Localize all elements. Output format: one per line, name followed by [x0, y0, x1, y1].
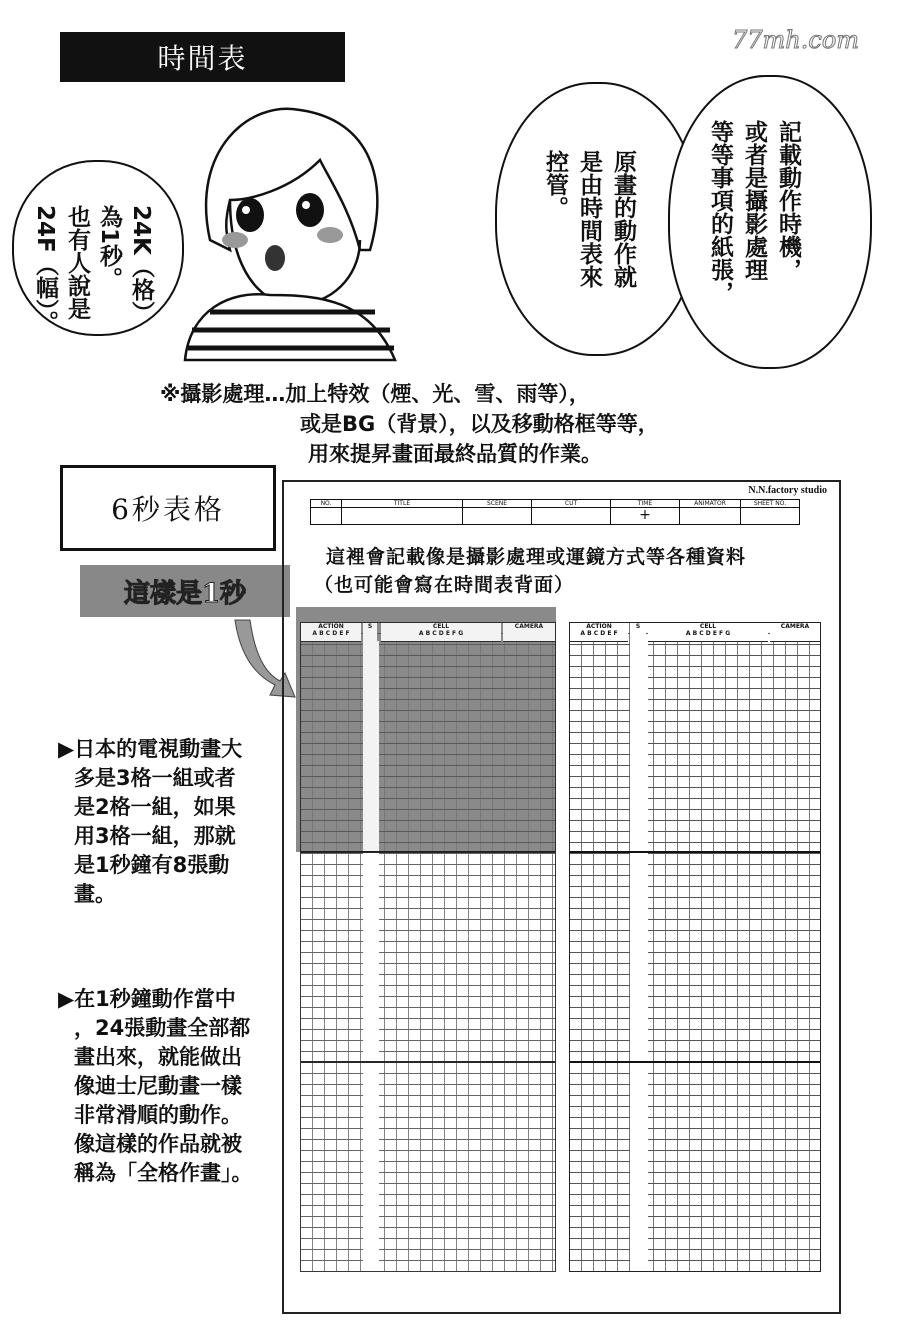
bubble-line: 或者是攝影處理 — [741, 120, 767, 281]
header-cell: SCENE — [463, 500, 532, 508]
bubble-line: 控管。 — [542, 150, 568, 219]
six-second-sheet-label: 6秒表格 — [60, 465, 276, 551]
bubble-line: 24K（格） — [128, 205, 154, 324]
col-camera: CAMERA — [503, 623, 555, 642]
header-cell: CUT — [532, 500, 611, 508]
bubble-line: 24F（幅）。 — [32, 205, 58, 334]
header-cell: TIME — [611, 500, 680, 508]
section-title: 時間表 — [60, 32, 345, 82]
right-bubble-text-2 — [540, 150, 638, 288]
sheet-caption: （也可能會寫在時間表背面） — [314, 574, 575, 596]
bubble-line: 等等事項的紙張， — [707, 120, 733, 304]
s-column — [630, 641, 648, 1271]
watermark: 77mh.com — [732, 26, 860, 54]
note-line: ※攝影處理…加上特效（煙、光、雪、雨等）， — [160, 382, 590, 406]
timesheet-example — [282, 480, 841, 1314]
right-bubble-text-1 — [705, 120, 803, 304]
left-bubble-text — [30, 205, 156, 333]
col-action: ACTION A B C D E F — [301, 623, 361, 642]
note-line: 或是BG（背景），以及移動格框等等， — [300, 412, 659, 436]
col-cell: CELL A B C D E F G — [381, 623, 501, 642]
header-cell: TITLE — [342, 500, 463, 508]
col-camera: CAMERA — [770, 623, 820, 642]
header-cell: ANIMATOR — [680, 500, 741, 508]
col-s: S — [630, 623, 646, 642]
header-cell: NO. — [311, 500, 342, 508]
col-cell: CELL A B C D E F G — [648, 623, 768, 642]
col-action: ACTION A B C D E F — [570, 623, 628, 642]
timesheet-grid-right — [569, 622, 821, 1272]
bubble-line: 也有人說是 — [64, 205, 90, 320]
bullet-text-2: ▶在1秒鐘動作當中 ，24張動畫全部都 畫出來，就能做出 像迪士尼動畫一樣 非常滑順的動作。 像這樣的作品就被 稱為「全格作畫」。 — [58, 987, 253, 1185]
bubble-line: 記載動作時機， — [775, 120, 801, 281]
bubble-line: 是由時間表來 — [576, 150, 602, 288]
header-cell: SHEET NO. — [741, 500, 800, 508]
studio-name: N.N.factory studio — [748, 485, 827, 496]
sheet-caption: 這裡會記載像是攝影處理或運鏡方式等各種資料 — [326, 546, 747, 568]
one-second-label: 這樣是1秒 — [80, 565, 290, 617]
sheet-header-table — [310, 499, 800, 525]
timesheet-grid-left — [300, 622, 556, 1272]
s-column — [363, 641, 379, 1271]
bullet-text-1: ▶日本的電視動畫大 多是3格一組或者 是2格一組，如果 用3格一組，那就 是1秒鐘有8張動 畫。 — [58, 737, 243, 906]
bubble-line: 為1秒。 — [96, 205, 122, 291]
note-line: 用來提昇畫面最終品質的作業。 — [308, 442, 602, 466]
bubble-line: 原畫的動作就 — [610, 150, 636, 288]
col-s: S — [363, 623, 377, 642]
girl-illustration — [170, 90, 430, 365]
time-mark: + — [611, 508, 680, 525]
